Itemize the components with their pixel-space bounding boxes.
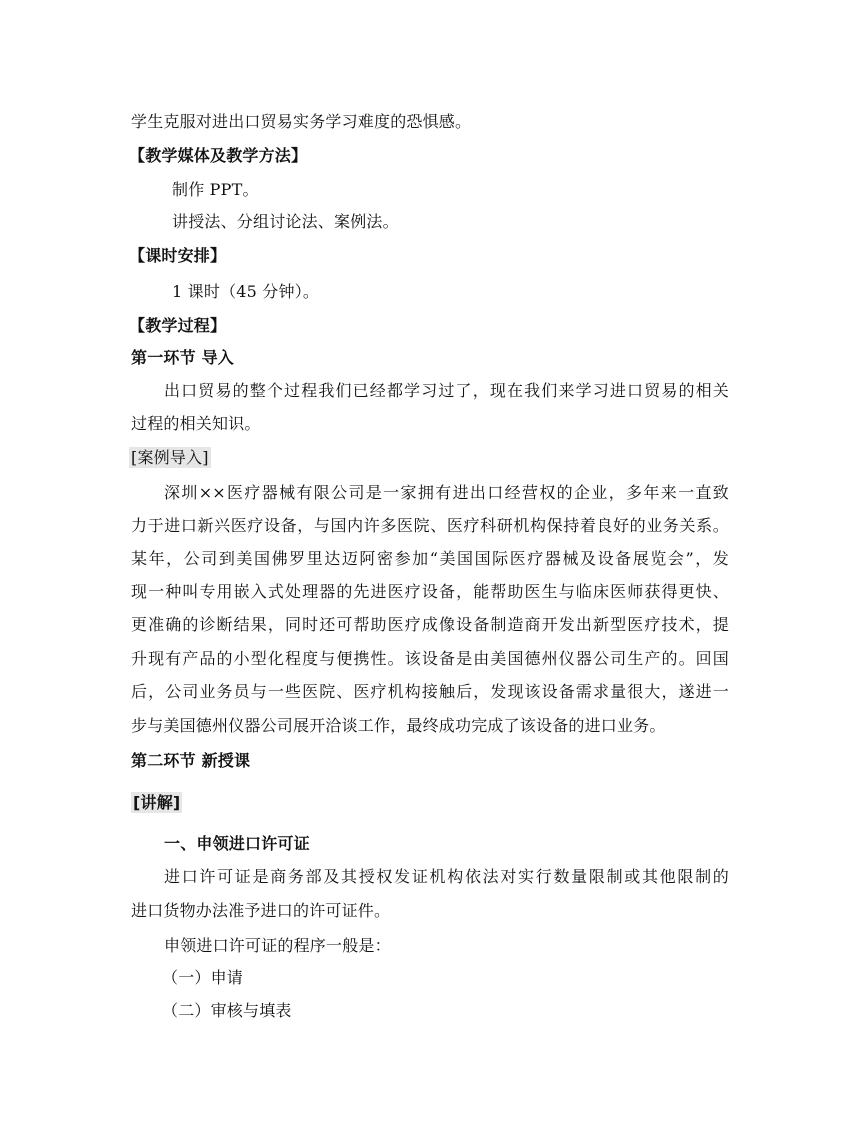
paragraph-line: 步与美国德州仪器公司展开洽谈工作，最终成功完成了该设备的进口业务。 — [131, 716, 666, 735]
schedule-text: 1 课时（45 分钟）。 — [172, 282, 320, 301]
topic-heading-import-license: 一、申领进口许可证 — [164, 834, 310, 853]
paragraph-line: 升现有产品的小型化程度与便携性。该设备是由美国德州仪器公司生产的。回国 — [131, 649, 729, 668]
section-heading-media-methods: 【教学媒体及教学方法】 — [129, 146, 308, 165]
paragraph-line: 某年，公司到美国佛罗里达迈阿密参加“美国国际医疗器械及设备展览会”，发 — [131, 549, 729, 568]
paragraph-line: 后，公司业务员与一些医院、医疗机构接触后，发现该设备需求量很大，遂进一 — [131, 682, 729, 701]
paragraph-line: 深圳××医疗器械有限公司是一家拥有进出口经营权的企业，多年来一直致 — [164, 483, 729, 502]
paragraph-line: 出口贸易的整个过程我们已经都学习过了，现在我们来学习进口贸易的相关 — [164, 381, 729, 400]
list-item-ppt: 制作 PPT。 — [172, 180, 259, 199]
case-intro-label: [案例导入] — [131, 448, 209, 467]
section-heading-process: 【教学过程】 — [129, 316, 227, 335]
list-item-apply: （一）申请 — [162, 968, 244, 987]
lecture-label: [讲解] — [133, 793, 181, 812]
paragraph-line: 现一种叫专用嵌入式处理器的先进医疗设备，能帮助医生与临床医师获得更快、 — [131, 582, 729, 601]
paragraph-line: 申领进口许可证的程序一般是： — [164, 936, 391, 955]
paragraph-line: 进口货物办法准予进口的许可证件。 — [131, 901, 391, 920]
paragraph-line: 力于进口新兴医疗设备，与国内许多医院、医疗科研机构保持着良好的业务关系。 — [131, 516, 729, 535]
subsection-heading-intro: 第一环节 导入 — [131, 348, 234, 367]
list-item-methods: 讲授法、分组讨论法、案例法。 — [172, 212, 399, 231]
paragraph-line: 过程的相关知识。 — [131, 414, 261, 433]
paragraph-line: 学生克服对进出口贸易实务学习难度的恐惧感。 — [131, 112, 472, 131]
paragraph-line: 进口许可证是商务部及其授权发证机构依法对实行数量限制或其他限制的 — [164, 867, 729, 886]
section-heading-schedule: 【课时安排】 — [129, 246, 227, 265]
subsection-heading-new-lesson: 第二环节 新授课 — [131, 751, 251, 770]
list-item-review-fill: （二）审核与填表 — [162, 1001, 292, 1020]
paragraph-line: 更准确的诊断结果，同时还可帮助医疗成像设备制造商开发出新型医疗技术，提 — [131, 615, 729, 634]
